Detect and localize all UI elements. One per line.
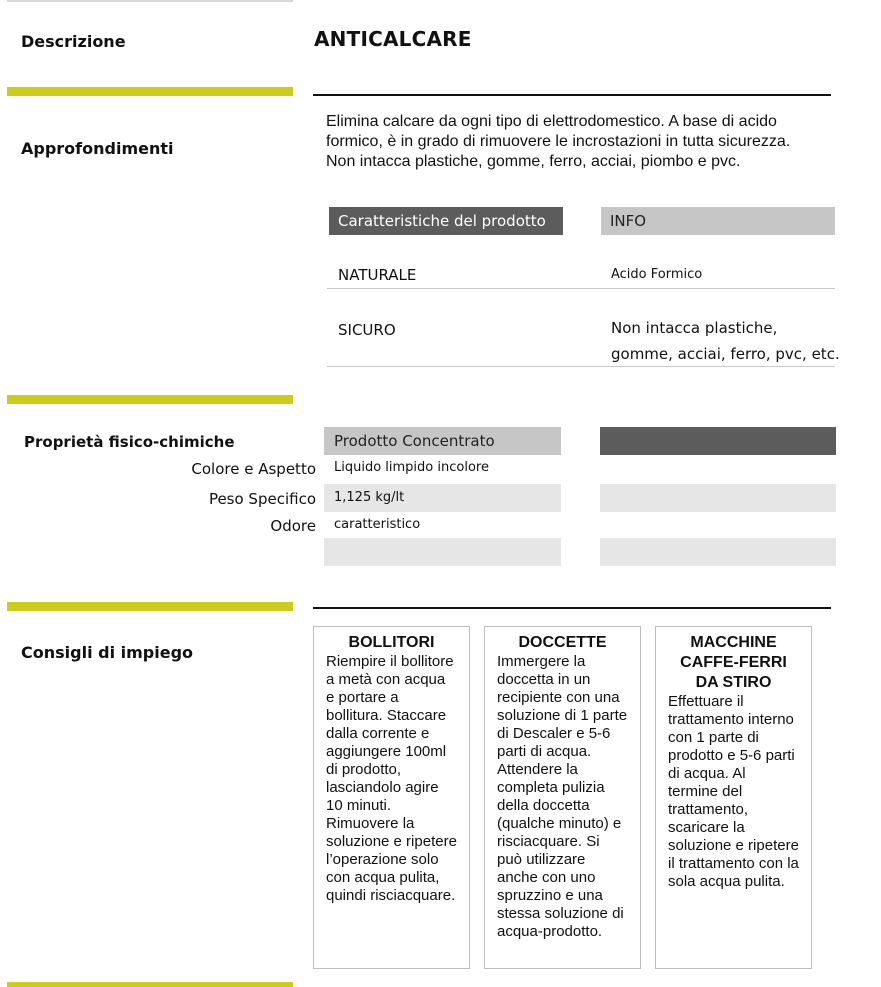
- descrizione-label: Descrizione: [21, 32, 126, 51]
- card-body: Immergere la doccetta in un recipiente con una soluzione di 1 parte di Descaler e 5-6 parti di acqua. Attendere la completa pulizia della doccetta (qualche minuto) e risciacquare. Si può utilizzare anche con uno spruzzino e una stessa soluzione di acqua-prodotto.: [497, 653, 628, 940]
- prop-row-shade: [600, 538, 836, 566]
- prop-label-odore: Odore: [270, 517, 316, 535]
- card-title: MACCHINE CAFFE-FERRI DA STIRO: [680, 634, 787, 691]
- top-divider: [7, 0, 293, 2]
- card-body: Effettuare il trattamento interno con 1 parte di prodotto e 5-6 parti di acqua. Al termine del trattamento, scaricare la soluzione e ripetere il trattamento con la sola acqua pulita.: [668, 693, 799, 890]
- consigli-label: Consigli di impiego: [21, 643, 194, 662]
- info-sicuro-line1: Non intacca plastiche,: [611, 319, 778, 337]
- card-title: BOLLITORI: [348, 634, 435, 651]
- card-body: Riempire il bollitore a metà con acqua e portare a bollitura. Staccare dalla corrente e aggiungere 100ml di prodotto, lasciandolo agire 10 minuti. Rimuovere la soluzione e ripetere l’operazione solo con acqua pulita, quindi risciacquare.: [326, 653, 457, 904]
- prop-value-odore: caratteristico: [334, 517, 421, 532]
- proprieta-label: Proprietà fisico-chimiche: [24, 433, 235, 451]
- prop-value-colore: Liquido limpido incolore: [334, 460, 489, 475]
- card-title: DOCCETTE: [518, 634, 607, 651]
- accent-bar-2: [7, 395, 293, 404]
- feature-sicuro: SICURO: [338, 321, 396, 339]
- product-description: Elimina calcare da ogni tipo di elettrodomestico. A base di acido formico, è in grado di rimuovere le incrostazioni in tutta sicurezza. Non intacca plastiche, gomme, ferro, acciai, piombo e pvc.: [326, 113, 791, 170]
- prop-header-blank: [600, 427, 836, 455]
- page-title: ANTICALCARE: [314, 27, 472, 51]
- prop-row-shade: [600, 484, 836, 512]
- prop-label-peso: Peso Specifico: [208, 490, 316, 508]
- section-rule-3: [313, 607, 831, 609]
- usage-card-doccette: [484, 626, 641, 969]
- accent-bar-1: [7, 87, 293, 96]
- usage-card-bollitori: [313, 626, 470, 969]
- accent-bar-4: [7, 982, 293, 987]
- table-row-divider: [327, 366, 835, 367]
- table-row-divider: [327, 288, 835, 289]
- table-header-info: INFO: [601, 207, 835, 235]
- table-header-features: Caratteristiche del prodotto: [329, 207, 563, 235]
- prop-row-shade: [324, 538, 561, 566]
- approfondimenti-label: Approfondimenti: [21, 139, 174, 158]
- prop-label-colore: Colore e Aspetto: [191, 460, 316, 478]
- accent-bar-3: [7, 602, 293, 611]
- prop-header-concentrato: Prodotto Concentrato: [324, 427, 561, 455]
- info-sicuro-line2: gomme, acciai, ferro, pvc, etc.: [611, 345, 840, 363]
- section-rule-1: [313, 94, 831, 96]
- info-naturale: Acido Formico: [611, 267, 703, 282]
- prop-value-peso: 1,125 kg/lt: [334, 490, 405, 505]
- usage-card-macchine: [655, 626, 812, 969]
- feature-naturale: NATURALE: [338, 266, 417, 284]
